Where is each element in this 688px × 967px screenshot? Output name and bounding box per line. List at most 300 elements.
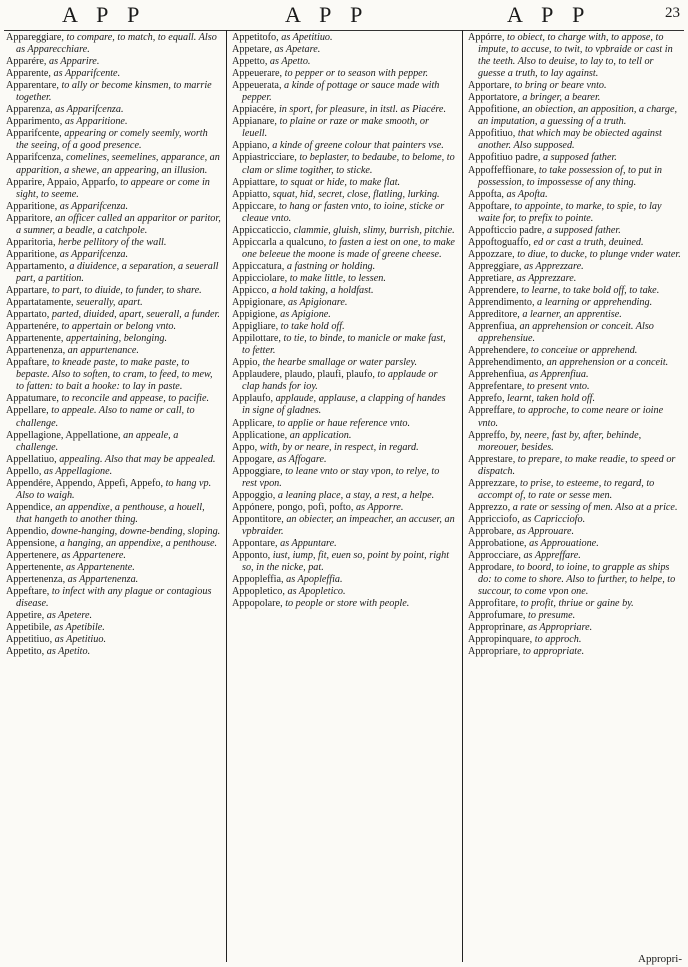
entry-definition: to pepper or to season with pepper. xyxy=(282,68,429,80)
entry-headword: Appendio, xyxy=(6,525,49,537)
entry-definition: to hang vp. Also to waigh. xyxy=(16,477,212,501)
dictionary-entry xyxy=(468,128,682,152)
dictionary-entry xyxy=(468,261,682,273)
entry-headword: Apprendere, xyxy=(468,284,519,296)
dictionary-entry xyxy=(232,598,456,610)
entry-headword: Apprehendimento, xyxy=(468,357,545,369)
dictionary-entry xyxy=(6,237,221,249)
entry-headword: Appeftare, xyxy=(6,586,50,598)
entry-headword: Appreggiare, xyxy=(468,260,522,272)
entry-definition: ed or cast a truth, deuined. xyxy=(530,236,644,248)
entry-headword: Apparentare, xyxy=(6,80,59,92)
dictionary-entry xyxy=(232,502,456,514)
dictionary-entry xyxy=(468,562,682,598)
entry-headword: Appopleffia, xyxy=(232,574,284,586)
dictionary-entry xyxy=(468,393,682,405)
dictionary-entry xyxy=(468,297,682,309)
entry-headword: Apprezzare, xyxy=(468,477,518,489)
entry-headword: Appicciolare, xyxy=(232,272,288,284)
dictionary-entry xyxy=(232,466,456,490)
dictionary-entry xyxy=(468,237,682,249)
entry-headword: Appiccaticcio, xyxy=(232,224,292,236)
entry-headword: Appellare, xyxy=(6,405,49,417)
entry-definition: to approch. xyxy=(532,634,582,646)
column-3 xyxy=(468,32,682,962)
entry-definition: a fastning or holding. xyxy=(284,260,376,272)
entry-definition: to appertain or belong vnto. xyxy=(58,321,177,333)
dictionary-entry xyxy=(6,357,221,393)
dictionary-entry xyxy=(6,610,221,622)
dictionary-entry xyxy=(468,309,682,321)
column-rule-2 xyxy=(462,30,463,962)
entry-definition: to infect with any plague or contagious disease. xyxy=(16,586,212,610)
dictionary-entry xyxy=(232,321,456,333)
entry-definition: as Apigione. xyxy=(277,309,331,321)
entry-definition: to part, to diuide, to funder, to share. xyxy=(49,284,202,296)
dictionary-entry xyxy=(232,586,456,598)
entry-definition: parted, diuided, apart, seuerall, a funder. xyxy=(49,309,220,321)
entry-definition: to conceiue or apprehend. xyxy=(528,345,638,357)
entry-headword: Appiacére, xyxy=(232,104,277,116)
dictionary-entry xyxy=(232,430,456,442)
entry-headword: Appozzare, xyxy=(468,248,515,260)
entry-definition: to take possession of, to put in possession, to impossesse of any thing. xyxy=(478,164,663,188)
entry-headword: Appogare, xyxy=(232,453,275,465)
dictionary-entry xyxy=(232,177,456,189)
entry-definition: an obiection, an apposition, a charge, an imputation, a guessing of a truth. xyxy=(478,104,678,128)
dictionary-entry xyxy=(6,526,221,538)
entry-headword: Applaufo, xyxy=(232,393,274,405)
entry-headword: Appopletico, xyxy=(232,586,285,598)
dictionary-entry xyxy=(468,165,682,189)
entry-definition: a rate or sessing of men. Also at a price. xyxy=(510,501,678,513)
entry-definition: squat, hid, secret, close, flatling, lurking. xyxy=(270,188,440,200)
dictionary-entry xyxy=(468,526,682,538)
entry-definition: seuerally, apart. xyxy=(73,297,143,309)
entry-headword: Appoffeffionare, xyxy=(468,164,537,176)
entry-headword: Appiccare, xyxy=(232,200,277,212)
dictionary-entry xyxy=(468,92,682,104)
entry-definition: an appurtenance. xyxy=(65,345,139,357)
entry-headword: Appiattare, xyxy=(232,176,278,188)
dictionary-entry xyxy=(232,273,456,285)
entry-definition: an appendixe, a penthouse, a houell, that hangeth to another thing. xyxy=(16,501,205,525)
entry-definition: a hold taking, a holdfast. xyxy=(269,284,374,296)
entry-definition: as Apprezzare. xyxy=(514,272,577,284)
entry-definition: an application. xyxy=(287,429,352,441)
dictionary-entry xyxy=(6,297,221,309)
entry-headword: Apprehendere, xyxy=(468,345,529,357)
entry-headword: Appofitiuo padre, xyxy=(468,152,541,164)
column-rule-1 xyxy=(226,30,227,962)
dictionary-entry xyxy=(232,189,456,201)
entry-definition: clammie, gluish, slimy, burrish, pitchie. xyxy=(291,224,455,236)
dictionary-entry xyxy=(468,189,682,201)
entry-headword: Appartamento, xyxy=(6,260,67,272)
entry-definition: to reconcile and appease, to pacifie. xyxy=(58,393,210,405)
entry-definition: as Apprezzare. xyxy=(521,260,584,272)
entry-definition: to applie or haue reference vnto. xyxy=(274,417,411,429)
entry-headword: Appoggiare, xyxy=(232,465,283,477)
dictionary-entry xyxy=(232,393,456,417)
entry-headword: Appensione, xyxy=(6,537,58,549)
dictionary-entry xyxy=(468,646,682,658)
entry-definition: in sport, for pleasure, in itstl. as Piacére. xyxy=(276,104,447,116)
entry-definition: herbe pellitory of the wall. xyxy=(55,236,167,248)
entry-headword: Appetto, xyxy=(232,56,268,68)
entry-headword: Applaudere, plaudo, plaufi, plaufo, xyxy=(232,369,375,381)
entry-headword: Apparifcenza, xyxy=(6,152,64,164)
entry-headword: Apparifcente, xyxy=(6,128,62,140)
dictionary-entry xyxy=(6,116,221,128)
entry-headword: Appilottare, xyxy=(232,333,281,345)
entry-headword: Appello, xyxy=(6,465,42,477)
entry-definition: as Appropriare. xyxy=(525,622,593,634)
entry-definition: as Appellagione. xyxy=(41,465,113,477)
entry-headword: Appreffare, xyxy=(468,405,516,417)
entry-definition: as Apparifcenza. xyxy=(57,200,129,212)
entry-definition: to people or store with people. xyxy=(282,598,410,610)
entry-definition: as Appartenente. xyxy=(63,562,135,574)
entry-headword: Apparére, xyxy=(6,56,47,68)
entry-definition: as Apetitiuo. xyxy=(278,32,333,43)
entry-definition: to appeare or come in sight, to seeme. xyxy=(16,176,210,200)
entry-headword: Approfitare, xyxy=(468,598,519,610)
dictionary-entry xyxy=(6,56,221,68)
entry-headword: Appoggio, xyxy=(232,489,276,501)
entry-definition: that which may be obiected against another. Also supposed. xyxy=(478,128,662,152)
entry-definition: to bring or beare vnto. xyxy=(511,80,607,92)
entry-definition: as Appartenere. xyxy=(58,550,126,562)
dictionary-entry xyxy=(6,201,221,213)
entry-definition: to ally or become kinsmen, to marrie together. xyxy=(16,80,212,104)
entry-definition: iust, iump, fit, euen so, point by point, right so, in the nicke, pat. xyxy=(242,550,450,574)
entry-definition: a diuidence, a separation, a seuerall part, a partition. xyxy=(16,260,219,284)
entry-headword: Apparire, Appaio, Apparfo, xyxy=(6,176,118,188)
entry-headword: Apprestare, xyxy=(468,453,516,465)
entry-headword: Appreditore, xyxy=(468,309,520,321)
entry-definition: a hanging, an appendixe, a penthouse. xyxy=(57,537,218,549)
entry-definition: applaude, applause, a clapping of handes in signe of gladnes. xyxy=(242,393,446,417)
running-head-center: A P P xyxy=(285,2,370,27)
dictionary-entry xyxy=(468,514,682,526)
entry-headword: Appiastricciare, xyxy=(232,152,297,164)
entry-headword: Appreffo, xyxy=(468,429,508,441)
entry-definition: to appeale. Also to name or call, to challenge. xyxy=(16,405,195,429)
dictionary-entry xyxy=(6,213,221,237)
dictionary-entry xyxy=(6,68,221,80)
entry-definition: a bringer, a bearer. xyxy=(519,92,601,104)
entry-definition: to take hold off. xyxy=(278,321,345,333)
dictionary-entry xyxy=(6,466,221,478)
dictionary-entry xyxy=(232,297,456,309)
dictionary-entry xyxy=(468,622,682,634)
dictionary-entry xyxy=(232,285,456,297)
dictionary-entry xyxy=(232,550,456,574)
entry-headword: Apparente, xyxy=(6,68,51,80)
entry-definition: to present vnto. xyxy=(524,381,590,393)
dictionary-entry xyxy=(468,405,682,429)
running-head-right: A P P xyxy=(507,2,592,27)
dictionary-entry xyxy=(232,116,456,140)
dictionary-entry xyxy=(6,538,221,550)
entry-headword: Appropinquare, xyxy=(468,634,533,646)
entry-definition: a learner, an apprentise. xyxy=(519,309,622,321)
dictionary-entry xyxy=(232,140,456,152)
dictionary-entry xyxy=(6,128,221,152)
entry-definition: to tie, to binde, to manicle or make fast, to fetter. xyxy=(242,333,446,357)
dictionary-entry xyxy=(232,490,456,502)
dictionary-entry xyxy=(232,538,456,550)
entry-definition: as Apparitione. xyxy=(62,116,128,128)
entry-definition: as Apetitiuo. xyxy=(52,634,106,646)
entry-headword: Applicare, xyxy=(232,417,275,429)
dictionary-entry xyxy=(232,574,456,586)
entry-headword: Appartenenza, xyxy=(6,345,66,357)
dictionary-entry xyxy=(468,104,682,128)
entry-definition: as Apetere. xyxy=(44,610,93,622)
dictionary-entry xyxy=(232,309,456,321)
entry-headword: Apportare, xyxy=(468,80,512,92)
entry-definition: a kinde of pottage or sauce made with pepper. xyxy=(242,80,440,104)
entry-headword: Approbatione, xyxy=(468,537,527,549)
entry-headword: Appiccatura, xyxy=(232,260,285,272)
entry-definition: an apprehension or a conceit. xyxy=(544,357,669,369)
entry-definition: to applaude or clap hands for ioy. xyxy=(242,369,438,393)
entry-headword: Apparitoria, xyxy=(6,236,56,248)
dictionary-entry xyxy=(6,333,221,345)
dictionary-entry xyxy=(232,333,456,357)
dictionary-entry xyxy=(6,586,221,610)
header-rule xyxy=(4,30,684,31)
entry-definition: as Apetito. xyxy=(44,646,91,658)
entry-headword: Appigionare, xyxy=(232,297,286,309)
dictionary-entry xyxy=(232,44,456,56)
dictionary-entry xyxy=(468,225,682,237)
entry-definition: as Apetare. xyxy=(271,44,321,56)
entry-headword: Appartenente, xyxy=(6,333,64,345)
dictionary-entry xyxy=(232,442,456,454)
entry-headword: Apparitore, xyxy=(6,212,53,224)
entry-definition: as Approuatione. xyxy=(526,537,599,549)
entry-headword: Appianare, xyxy=(232,116,277,128)
entry-headword: Appellagione, Appellatione, xyxy=(6,429,121,441)
dictionary-entry xyxy=(6,634,221,646)
dictionary-entry xyxy=(232,225,456,237)
entry-headword: Appoftoguaffo, xyxy=(468,236,531,248)
entry-headword: Approfumare, xyxy=(468,610,526,622)
dictionary-entry xyxy=(6,104,221,116)
running-header xyxy=(0,0,688,30)
entry-headword: Appartato, xyxy=(6,309,50,321)
entry-definition: as Apigionare. xyxy=(285,297,348,309)
entry-headword: Appofitiuo, xyxy=(468,128,516,140)
entry-definition: as Apopleffia. xyxy=(283,574,343,586)
entry-headword: Appartatamente, xyxy=(6,297,74,309)
dictionary-entry xyxy=(468,249,682,261)
dictionary-entry xyxy=(6,309,221,321)
entry-headword: Appetire, xyxy=(6,610,45,622)
entry-headword: Apportatore, xyxy=(468,92,520,104)
running-head-left: A P P xyxy=(62,2,147,27)
dictionary-entry xyxy=(6,478,221,502)
dictionary-entry xyxy=(468,285,682,297)
entry-headword: Appretiare, xyxy=(468,272,515,284)
dictionary-entry xyxy=(468,321,682,345)
dictionary-entry xyxy=(468,273,682,285)
entry-headword: Appigione, xyxy=(232,309,278,321)
entry-headword: Apprehenfiua, xyxy=(468,369,527,381)
entry-headword: Appigliare, xyxy=(232,321,279,333)
dictionary-entry xyxy=(6,502,221,526)
dictionary-entry xyxy=(232,454,456,466)
dictionary-entry xyxy=(468,478,682,502)
entry-definition: a supposed father. xyxy=(540,152,617,164)
entry-definition: to prise, to esteeme, to regard, to accompt of, to rate or sesse men. xyxy=(478,477,655,501)
dictionary-entry xyxy=(6,622,221,634)
dictionary-entry xyxy=(468,454,682,478)
entry-headword: Apparitione, xyxy=(6,248,58,260)
entry-definition: comelines, seemelines, apparance, an apparition, a shewe, an appearing, an illusion. xyxy=(16,152,220,176)
entry-definition: to obiect, to charge with, to appose, to impute, to accuse, to twit, to vpbraide or cast in the teeth. Also to deuise, to lay to, to tell or guesse a truth, to lay against. xyxy=(478,32,673,80)
entry-headword: Appetito, xyxy=(6,646,45,658)
entry-headword: Appendére, Appendo, Appefi, Appefo, xyxy=(6,477,164,489)
entry-headword: Appellatiuo, xyxy=(6,453,57,465)
dictionary-entry xyxy=(468,538,682,550)
entry-headword: Appiatto, xyxy=(232,188,271,200)
entry-headword: Applicatione, xyxy=(232,429,288,441)
dictionary-entry xyxy=(6,261,221,285)
entry-headword: Apparimento, xyxy=(6,116,63,128)
entry-headword: Appofta, xyxy=(468,188,504,200)
dictionary-entry xyxy=(468,502,682,514)
entry-headword: Approprinare, xyxy=(468,622,526,634)
entry-definition: to approche, to come neare or ioine vnto. xyxy=(478,405,664,429)
entry-definition: a leaning place, a stay, a rest, a helpe. xyxy=(275,489,435,501)
entry-definition: as Apparifcenza. xyxy=(57,248,129,260)
entry-headword: Apprendimento, xyxy=(468,297,535,309)
entry-headword: Appetibile, xyxy=(6,622,52,634)
entry-headword: Appofitione, xyxy=(468,104,520,116)
entry-definition: appealing. Also that may be appealed. xyxy=(56,453,216,465)
entry-headword: Approcciare, xyxy=(468,550,521,562)
dictionary-entry xyxy=(468,381,682,393)
entry-definition: as Apopletico. xyxy=(284,586,346,598)
entry-headword: Appendice, xyxy=(6,501,53,513)
entry-headword: Appartare, xyxy=(6,284,50,296)
entry-definition: an officer called an apparitor or paritor, a sumner, a beadle, a catchpole. xyxy=(16,212,221,236)
entry-definition: to squat or hide, to make flat. xyxy=(277,176,401,188)
dictionary-entry xyxy=(232,201,456,225)
entry-definition: as Apetibile. xyxy=(51,622,105,634)
entry-definition: a kinde of greene colour that painters vse. xyxy=(269,140,444,152)
entry-definition: as Appreffare. xyxy=(520,550,581,562)
entry-definition: to beplaster, to bedaube, to belome, to clam or slime togither, to sticke. xyxy=(242,152,455,176)
dictionary-entry xyxy=(232,514,456,538)
entry-headword: Approdare, xyxy=(468,562,515,574)
entry-definition: an apprehension or conceit. Also apprehensiue. xyxy=(478,321,654,345)
entry-headword: Appeuerata, xyxy=(232,80,282,92)
dictionary-entry xyxy=(6,80,221,104)
entry-headword: Appiano, xyxy=(232,140,270,152)
entry-definition: to kneade paste, to make paste, to bepaste. Also to soften, to cram, to feed, to mew, to fatten: to bait a hooke: to lay in paste. xyxy=(16,357,213,393)
entry-headword: Apprefo, xyxy=(468,393,505,405)
entry-headword: Appopolare, xyxy=(232,598,283,610)
entry-definition: as Apporre. xyxy=(353,501,404,513)
dictionary-entry xyxy=(232,32,456,44)
entry-headword: Appareggiare, xyxy=(6,32,64,43)
entry-definition: appertaining, belonging. xyxy=(63,333,167,345)
dictionary-entry xyxy=(6,454,221,466)
entry-definition: a supposed father. xyxy=(544,224,621,236)
entry-definition: as Apetto. xyxy=(267,56,311,68)
dictionary-entry xyxy=(468,430,682,454)
entry-definition: the hearbe smallage or water parsley. xyxy=(260,357,418,369)
entry-definition: to compare, to match, to equall. Also as Apparecchiare. xyxy=(16,32,217,56)
entry-definition: downe-hanging, downe-bending, sloping. xyxy=(48,525,221,537)
page-number: 23 xyxy=(665,5,680,21)
dictionary-entry xyxy=(6,393,221,405)
entry-headword: Appetare, xyxy=(232,44,272,56)
entry-definition: as Approuare. xyxy=(514,525,575,537)
dictionary-entry xyxy=(6,152,221,176)
entry-headword: Appio, xyxy=(232,357,261,369)
entry-definition: an appeale, a challenge. xyxy=(16,429,179,453)
dictionary-entry xyxy=(232,369,456,393)
entry-headword: Apprefentare, xyxy=(468,381,525,393)
entry-definition: appearing or comely seemly, worth the seeing, of a good presence. xyxy=(16,128,208,152)
entry-headword: Apprenfiua, xyxy=(468,321,517,333)
dictionary-entry xyxy=(468,201,682,225)
entry-definition: to make little, to lessen. xyxy=(287,272,386,284)
entry-definition: learnt, taken hold off. xyxy=(504,393,596,405)
dictionary-entry xyxy=(6,562,221,574)
entry-definition: a learning or apprehending. xyxy=(534,297,653,309)
dictionary-entry xyxy=(6,550,221,562)
entry-headword: Appofticcio padre, xyxy=(468,224,545,236)
entry-headword: Appicco, xyxy=(232,284,270,296)
entry-definition: to appropriate. xyxy=(520,646,585,658)
entry-definition: to prepare, to make readie, to speed or dispatch. xyxy=(478,453,676,477)
dictionary-entry xyxy=(6,249,221,261)
entry-definition: to plaine or raze or make smooth, or leuell. xyxy=(242,116,429,140)
dictionary-entry xyxy=(232,68,456,80)
entry-definition: as Appartenenza. xyxy=(65,574,139,586)
entry-definition: by, neere, fast by, after, behinde, moreouer, besides. xyxy=(478,429,642,453)
dictionary-entry xyxy=(6,177,221,201)
entry-definition: as Apparifcente. xyxy=(50,68,121,80)
entry-headword: Appaftare, xyxy=(6,357,50,369)
entry-headword: Appatumare, xyxy=(6,393,59,405)
entry-definition: to fasten a iest on one, to make one beleeue the moone is made of greene cheese. xyxy=(242,236,455,260)
entry-headword: Apponto, xyxy=(232,550,271,562)
entry-definition: to leane vnto or stay vpon, to relye, to rest vpon. xyxy=(242,465,440,489)
entry-definition: to boord, to ioine, to grapple as ships do: to come to shore. Also to further, to helpe, to succour, to come vpon one. xyxy=(478,562,676,598)
entry-headword: Apparenza, xyxy=(6,104,53,116)
dictionary-entry xyxy=(468,345,682,357)
dictionary-entry xyxy=(232,104,456,116)
dictionary-entry xyxy=(6,574,221,586)
entry-headword: Appricciofo, xyxy=(468,513,520,525)
dictionary-entry xyxy=(468,634,682,646)
column-1 xyxy=(6,32,221,962)
entry-headword: Appoftare, xyxy=(468,200,512,212)
entry-definition: as Appuntare. xyxy=(277,537,337,549)
entry-definition: to profit, thriue or gaine by. xyxy=(518,598,634,610)
dictionary-entry xyxy=(232,261,456,273)
entry-definition: as Affogare. xyxy=(274,453,327,465)
entry-headword: Appórre, xyxy=(468,32,505,43)
